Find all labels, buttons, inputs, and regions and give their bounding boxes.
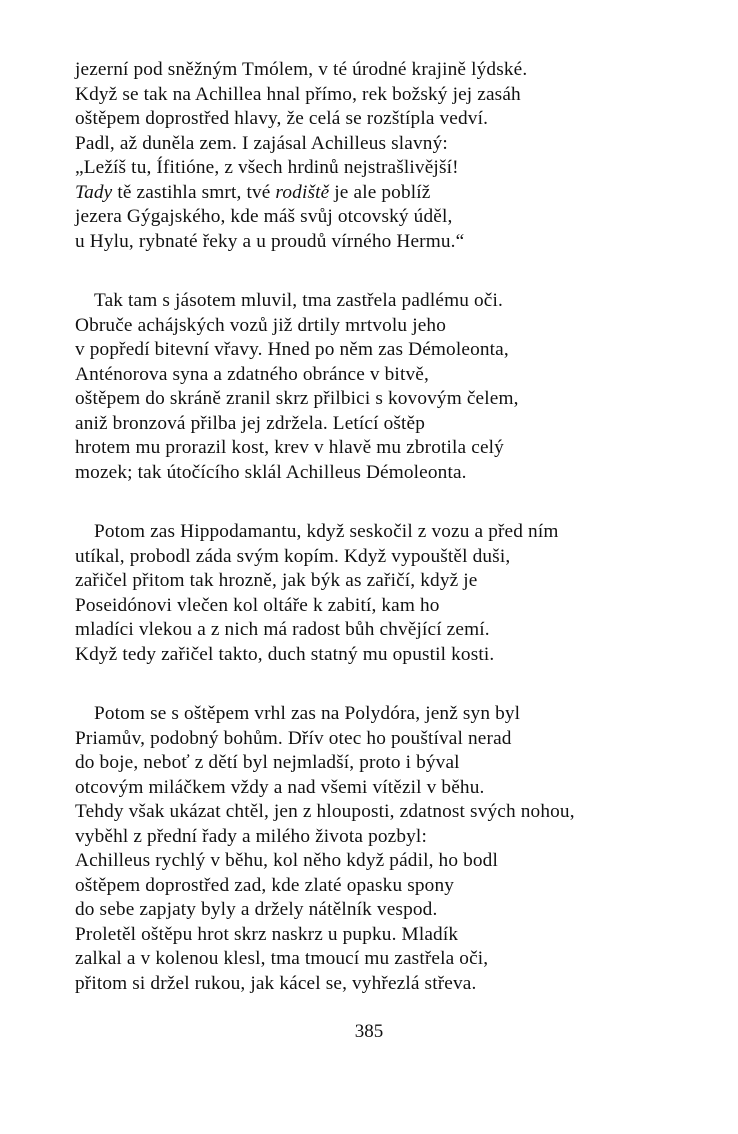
verse-line: Proletěl oštěpu hrot skrz naskrz u pupku. Mladík [75,923,459,945]
verse-line: přitom si držel rukou, jak kácel se, vyhřezlá střeva. [75,972,477,994]
verse-line: „Ležíš tu, Ífitióne, z všech hrdinů nejstrašlivější! [75,157,459,178]
page-body [75,58,715,1031]
verse-line: jezera Gýgajského, kde máš svůj otcovský úděl, [75,206,453,227]
page-number: 385 [354,1021,384,1042]
verse-line: utíkal, probodl záda svým kopím. Když vypouštěl duši, [75,545,511,567]
verse-line: Obruče achájských vozů již drtily mrtvolu jeho [75,314,446,336]
verse-line: otcovým miláčkem vždy a nad všemi vítězil v běhu. [75,776,485,798]
verse-line: mladíci vlekou a z nich má radost bůh chvějící zemí. [75,619,490,640]
verse-line: zařičel přitom tak hrozně, jak býk as zařičí, když je [75,570,478,591]
verse-line: Poseidónovi vlečen kol oltáře k zabití, kam ho [75,594,440,616]
verse-line: Padl, až duněla zem. I zajásal Achilleus slavný: [75,132,448,154]
verse-line: Achilleus rychlý v běhu, kol něho když pádil, ho bodl [75,850,498,871]
verse-line: aniž bronzová přilba jej zdržela. Letící oštěp [75,412,426,434]
verse-line: zalkal a v kolenou klesl, tma tmoucí mu zastřela oči, [75,948,489,969]
verse-line: Potom zas Hippodamantu, když seskočil z vozu a před ním [94,521,559,542]
verse-line: Anténorova syna a zdatného obránce v bitvě, [75,363,429,385]
verse-line: jezerní pod sněžným Tmólem, v té úrodné krajině lýdské. [75,59,528,80]
verse-line: vyběhl z přední řady a milého života pozbyl: [75,825,427,847]
verse-line: do boje, neboť z dětí byl nejmladší, proto i býval [75,752,460,773]
verse-line: u Hylu, rybnaté řeky a u proudů vírného Hermu.“ [75,230,465,252]
verse-line: Když tedy zařičel takto, duch statný mu opustil kosti. [75,643,495,665]
stanza-2 [75,289,715,485]
stanza-1 [75,58,715,254]
verse-line: Když se tak na Achillea hnal přímo, rek božský jej zasáh [75,83,521,105]
verse-line: Tehdy však ukázat chtěl, jen z hlouposti, zdatnost svých nohou, [75,801,575,822]
verse-line: hrotem mu prorazil kost, krev v hlavě mu zbrotila celý [75,437,504,458]
stanza-3 [75,520,715,667]
verse-line: Potom se s oštěpem vrhl zas na Polydóra, jenž syn byl [94,703,521,724]
verse-line: v popředí bitevní vřavy. Hned po něm zas Démoleonta, [75,339,509,360]
verse-line: oštěpem doprostřed hlavy, že celá se rozštípla vedví. [75,108,489,129]
verse-line: oštěpem doprostřed zad, kde zlaté opasku spony [75,874,455,896]
stanza-4 [75,702,715,996]
verse-line: oštěpem do skráně zranil skrz přilbici s kovovým čelem, [75,388,519,409]
verse-line: mozek; tak útočícího sklál Achilleus Démoleonta. [75,461,467,483]
verse-line: Priamův, podobný bohům. Dřív otec ho pouštíval nerad [75,727,512,749]
verse-line: do sebe zapjaty byly a držely nátělník vespod. [75,899,438,920]
verse-line: Tady tě zastihla smrt, tvé rodiště je ale poblíž [75,181,431,203]
verse-line: Tak tam s jásotem mluvil, tma zastřela padlému oči. [94,290,503,311]
